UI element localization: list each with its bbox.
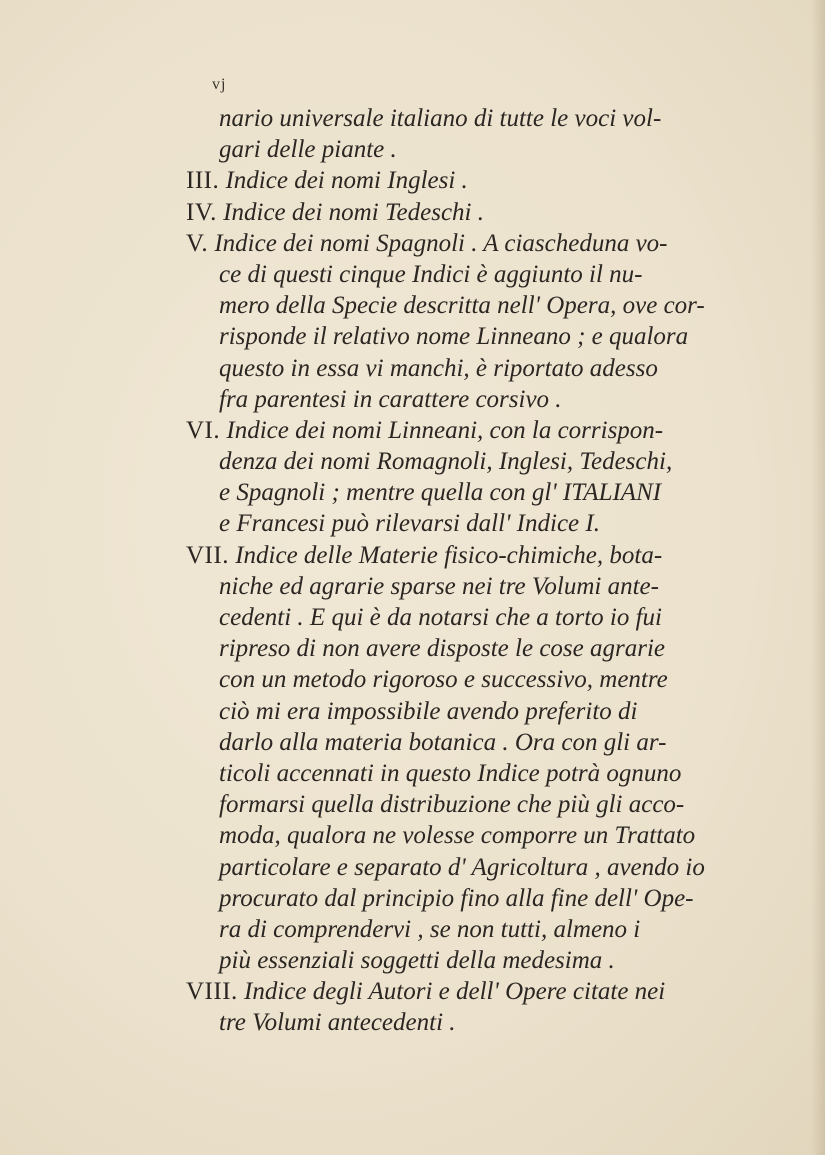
text-line <box>186 446 796 477</box>
text-line <box>186 384 796 415</box>
text-line <box>186 758 796 789</box>
line-text: procurato dal principio fino alla fine dell' Ope- <box>219 884 694 912</box>
line-text: Indice degli Autori e dell' Opere citate nei <box>244 978 666 1006</box>
line-text: ciò mi era impossibile avendo preferito di <box>219 697 638 725</box>
text-line <box>186 1007 796 1038</box>
text-line <box>186 602 796 633</box>
text-line <box>186 508 796 539</box>
line-text: con un metodo rigoroso e successivo, mentre <box>219 666 668 694</box>
text-line <box>186 540 796 571</box>
page-body-text <box>186 103 796 1039</box>
line-text: ra di comprendervi , se non tutti, almeno i <box>219 915 641 943</box>
text-line <box>186 228 796 259</box>
line-text: risponde il relativo nome Linneano ; e qualora <box>219 323 689 351</box>
text-line <box>186 727 796 758</box>
line-text: darlo alla materia botanica . Ora con gli ar- <box>219 728 667 756</box>
text-line <box>186 259 796 290</box>
line-text: fra parentesi in carattere corsivo . <box>219 385 562 413</box>
index-number: IV. <box>186 198 217 226</box>
line-text: Indice dei nomi Linneani, con la corrispon- <box>226 416 664 444</box>
text-line <box>186 696 796 727</box>
line-text: Indice delle Materie fisico-chimiche, bota- <box>235 541 663 569</box>
line-text: ticoli accennati in questo Indice potrà ognuno <box>219 759 682 787</box>
line-text: ripreso di non avere disposte le cose agrarie <box>219 635 665 663</box>
text-line <box>186 789 796 820</box>
index-number: III. <box>186 167 220 195</box>
line-text: e Francesi può rilevarsi dall' Indice I. <box>219 510 600 538</box>
line-text: denza dei nomi Romagnoli, Inglesi, Tedeschi, <box>219 448 673 476</box>
line-text: e Spagnoli ; mentre quella con gl' ITALIANI <box>219 479 662 507</box>
text-line <box>186 945 796 976</box>
page-edge-shadow <box>811 0 825 1155</box>
text-line <box>186 197 796 228</box>
line-text: più essenziali soggetti della medesima . <box>219 947 615 975</box>
line-text: gari delle piante . <box>219 136 397 164</box>
line-text: cedenti . E qui è da notarsi che a torto io fui <box>219 604 662 631</box>
line-text: questo in essa vi manchi, è riportato adesso <box>219 354 658 382</box>
line-text: moda, qualora ne volesse comporre un Trattato <box>219 822 696 850</box>
line-text: niche ed agrarie sparse nei tre Volumi ante- <box>219 572 659 600</box>
text-line <box>186 852 796 883</box>
index-number: VI. <box>186 416 221 444</box>
text-line <box>186 477 796 508</box>
text-line <box>186 290 796 321</box>
line-text: Indice dei nomi Spagnoli . A ciascheduna vo- <box>214 229 668 257</box>
page-number: vj <box>212 76 227 93</box>
text-line <box>186 633 796 664</box>
text-line <box>186 883 796 914</box>
text-line <box>186 914 796 945</box>
line-text: Indice dei nomi Tedeschi . <box>223 198 484 226</box>
text-line <box>186 976 796 1007</box>
text-line <box>186 321 796 352</box>
text-line <box>186 664 796 695</box>
text-line <box>186 165 796 196</box>
line-text: ce di questi cinque Indici è aggiunto il nu- <box>219 260 643 288</box>
text-line <box>186 415 796 446</box>
index-number: VIII. <box>186 978 238 1006</box>
line-text: mero della Specie descritta nell' Opera, ove cor- <box>219 292 705 320</box>
line-text: formarsi quella distribuzione che più gli acco- <box>219 791 685 819</box>
text-line <box>186 103 796 134</box>
line-text: nario universale italiano di tutte le voci vol- <box>219 105 662 132</box>
text-line <box>186 820 796 851</box>
line-text: particolare e separato d' Agricoltura , avendo io <box>219 853 705 881</box>
text-line <box>186 571 796 602</box>
index-number: VII. <box>186 541 229 569</box>
line-text: Indice dei nomi Inglesi . <box>225 167 468 195</box>
index-number: V. <box>186 229 209 257</box>
text-line <box>186 353 796 384</box>
line-text: tre Volumi antecedenti . <box>219 1009 456 1037</box>
text-line <box>186 134 796 165</box>
